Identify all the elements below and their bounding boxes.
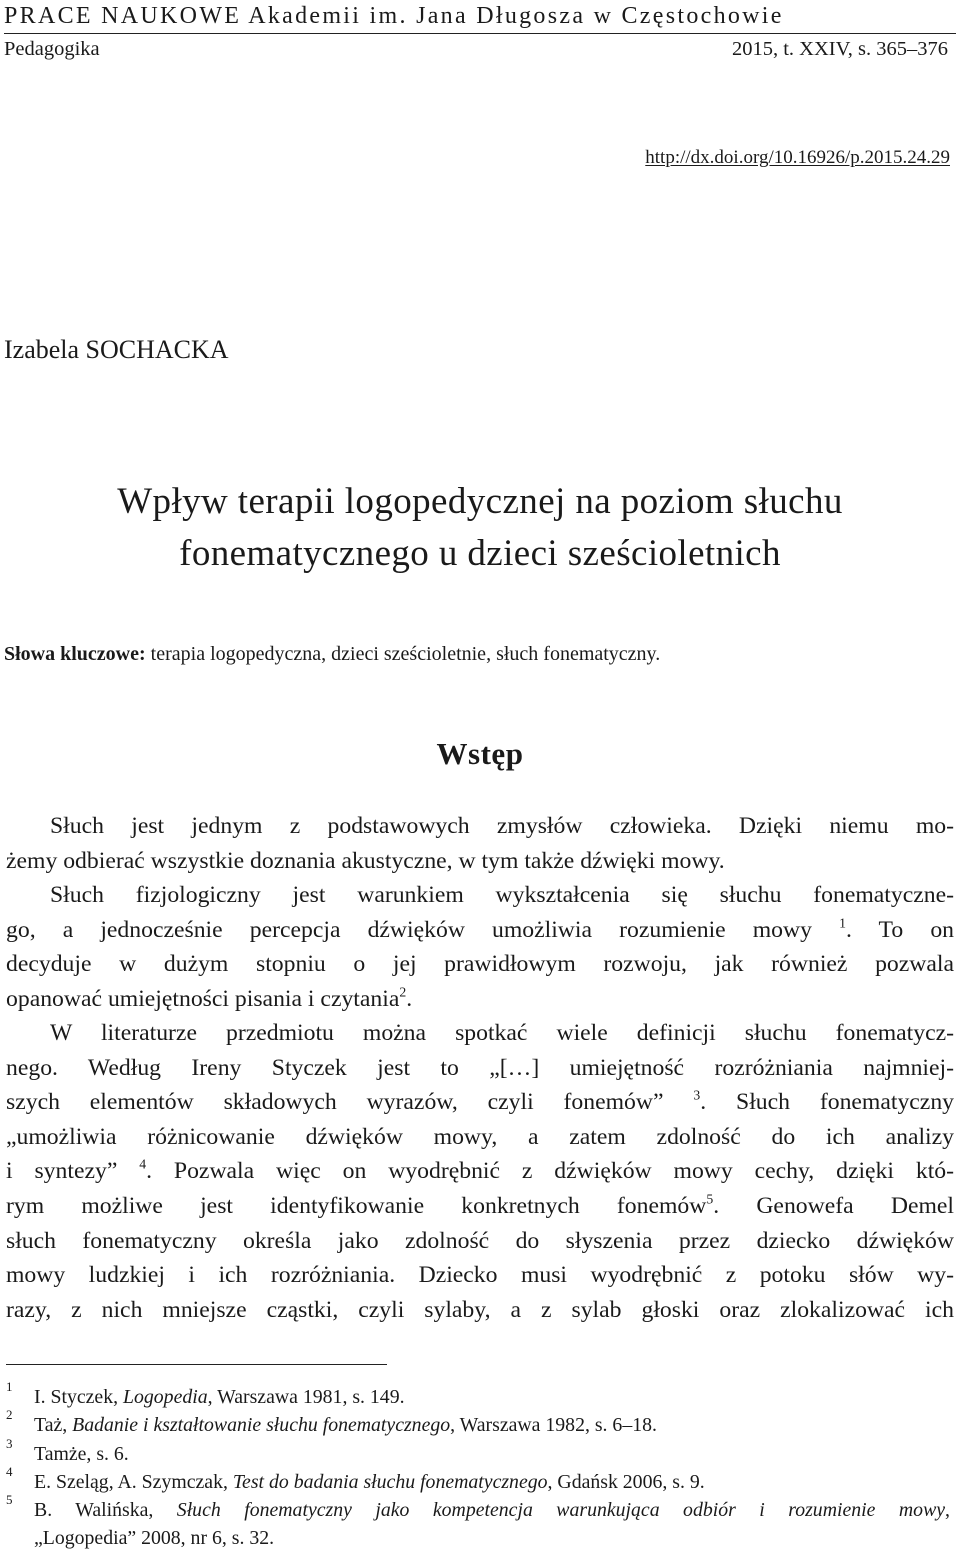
body-text-segment: . Genowefa Demel <box>713 1193 954 1220</box>
body-line <box>6 1085 954 1120</box>
body-line <box>6 1189 954 1224</box>
body-text-segment: . <box>406 985 413 1012</box>
body-text-segment: go, a jednocześnie percepcja dźwięków umożliwia rozumienie mowy <box>6 916 812 943</box>
body-line: decyduje w dużym stopniu o jej prawidłowym rozwoju, jak również pozwala <box>6 951 954 978</box>
body-text <box>6 809 954 1327</box>
footnote-item <box>6 1407 950 1439</box>
keywords <box>4 641 660 667</box>
footnote-divider <box>6 1364 387 1365</box>
author-name: Izabela SOCHACKA <box>4 335 229 364</box>
footnotes <box>6 1379 950 1553</box>
footnote-ref: 1 <box>839 915 846 931</box>
body-line: „umożliwia różnicowanie dźwięków mowy, a zatem zdolność do ich analizy <box>6 1123 954 1150</box>
body-text-segment: . Słuch fonematyczny <box>700 1089 955 1116</box>
footnote-ref: 4 <box>139 1156 147 1172</box>
footnote-number: 3 <box>6 1435 13 1451</box>
body-text-segment: rym możliwe jest identyfikowanie konkretnych fonemów <box>6 1193 707 1220</box>
footnote-text: B. Walińska, Słuch fonematyczny jako kompetencja warunkująca odbiór i rozumienie mowy, <box>34 1499 950 1522</box>
section-heading: Wstęp <box>436 736 524 771</box>
body-line <box>6 913 954 948</box>
footnote-item <box>6 1379 950 1411</box>
footnote-number: 4 <box>6 1463 13 1479</box>
body-line: Słuch fizjologiczny jest warunkiem wykształcenia się słuchu fonematyczne- <box>50 882 954 909</box>
footnote-text: E. Szeląg, A. Szymczak, Test do badania słuchu fonematycznego, Gdańsk 2006, s. 9. <box>34 1470 705 1493</box>
body-text-segment: opanować umiejętności pisania i czytania <box>6 985 400 1012</box>
article-title-line-1: Wpływ terapii logopedycznej na poziom słuchu <box>117 481 843 522</box>
footnote-text: I. Styczek, Logopedia, Warszawa 1981, s. 149. <box>34 1386 405 1408</box>
footnote-text: Tamże, s. 6. <box>34 1442 129 1465</box>
body-line <box>6 1154 954 1189</box>
article-title-line-2: fonematycznego u dzieci sześcioletnich <box>179 533 781 574</box>
body-line: nego. Według Ireny Styczek jest to „[…] umiejętność rozróżniania najmniej- <box>6 1054 954 1081</box>
footnote-item <box>6 1492 950 1524</box>
body-line <box>6 982 954 1017</box>
body-text-segment: . Pozwala więc on wyodrębnić z dźwięków mowy cechy, dzięki któ- <box>146 1158 955 1185</box>
footnote-number: 1 <box>6 1379 13 1394</box>
footnote-number: 2 <box>6 1407 13 1423</box>
keywords-text: terapia logopedyczna, dzieci sześcioletnie, słuch fonematyczny. <box>145 643 661 665</box>
journal-volume-pages: 2015, t. XXIV, s. 365–376 <box>731 38 948 60</box>
footnote-item <box>6 1435 950 1468</box>
body-line: W literaturze przedmiotu można spotkać wiele definicji słuchu fonematycz- <box>50 1020 954 1047</box>
footnote-item-continuation <box>6 1524 950 1552</box>
footnote-text: Taż, Badanie i kształtowanie słuchu fonematycznego, Warszawa 1982, s. 6–18. <box>34 1414 657 1437</box>
body-line: Słuch jest jednym z podstawowych zmysłów człowieka. Dzięki niemu mo- <box>50 813 954 839</box>
footnote-ref: 3 <box>693 1087 701 1103</box>
body-line: mowy ludzkiej i ich rozróżniania. Dziecko musi wyodrębnić z potoku słów wy- <box>6 1262 954 1289</box>
doi-link[interactable]: http://dx.doi.org/10.16926/p.2015.24.29 <box>645 147 950 168</box>
footnote-item <box>6 1463 950 1496</box>
footnote-ref: 5 <box>706 1191 714 1207</box>
body-text-segment: i syntezy” <box>6 1158 118 1185</box>
body-line: słuch fonematyczny określa jako zdolność do słyszenia przez dziecko dźwięków <box>6 1227 954 1254</box>
journal-title: PRACE NAUKOWE Akademii im. Jana Długosza w Częstochowie <box>4 2 956 34</box>
footnote-number: 5 <box>6 1492 13 1508</box>
keywords-label: Słowa kluczowe: <box>4 643 146 665</box>
footnote-text: „Logopedia” 2008, nr 6, s. 32. <box>34 1527 275 1550</box>
article-title <box>0 476 960 580</box>
footnote-ref: 2 <box>399 984 407 1000</box>
body-text-segment: . To on <box>845 916 955 943</box>
journal-series: Pedagogika <box>4 38 100 60</box>
body-text-segment: szych elementów składowych wyrazów, czyli fonemów” <box>6 1089 664 1116</box>
body-line: razy, z nich mniejsze cząstki, czyli sylaby, a z sylab głoski oraz zlokalizować ich <box>6 1296 954 1323</box>
body-line: żemy odbierać wszystkie doznania akustyczne, w tym także dźwięki mowy. <box>6 847 725 874</box>
